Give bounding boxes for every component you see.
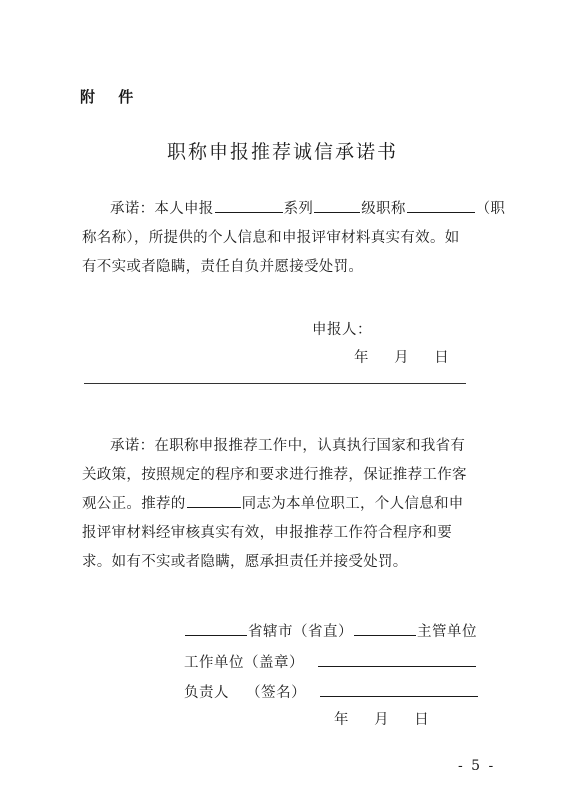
applicant-label: 申报人： — [312, 322, 372, 338]
applicant-pledge — [82, 195, 506, 282]
dept-blank[interactable] — [354, 620, 416, 636]
unit-date: 年 月 日 — [334, 712, 430, 728]
pledge-line-1: 承诺：本人申报 系列 级职称 （职 — [82, 195, 502, 224]
unit-row: 省辖市（省直） 主管单位 — [184, 620, 477, 641]
unit-line-5: 求。如有不实或者隐瞒，愿承担责任并接受处罚。 — [82, 554, 408, 570]
leader-row: 负责人 （签名） — [184, 681, 479, 702]
applicant-date: 年 月 日 — [354, 350, 450, 366]
section-divider — [84, 383, 466, 384]
pledge-line-2: 称名称），所提供的个人信息和申报评审材料真实有效。如 — [82, 230, 460, 246]
level-blank[interactable] — [314, 197, 360, 213]
unit-line-3: 观公正。推荐的 同志为本单位职工，个人信息和申 — [82, 490, 502, 519]
attachment-label: 附 件 — [80, 88, 143, 106]
pledge-line-3: 有不实或者隐瞒，责任自负并愿接受处罚。 — [82, 259, 364, 275]
title-name-blank[interactable] — [407, 197, 475, 213]
work-unit-blank[interactable] — [318, 651, 476, 667]
document-title: 职称申报推荐诚信承诺书 — [166, 141, 398, 163]
recommended-name-blank[interactable] — [187, 492, 241, 508]
leader-signature-blank[interactable] — [320, 681, 478, 697]
unit-line-2: 关政策，按照规定的程序和要求进行推荐，保证推荐工作客 — [82, 467, 467, 483]
unit-pledge — [82, 432, 502, 577]
city-blank[interactable] — [185, 620, 247, 636]
unit-line-1: 承诺：在职称申报推荐工作中，认真执行国家和我省有 — [110, 438, 466, 454]
work-unit-row: 工作单位（盖章） — [184, 651, 477, 672]
page-number: - 5 - — [458, 758, 496, 774]
unit-line-4: 报评审材料经审核真实有效，申报推荐工作符合程序和要 — [82, 525, 452, 541]
series-blank[interactable] — [215, 197, 283, 213]
